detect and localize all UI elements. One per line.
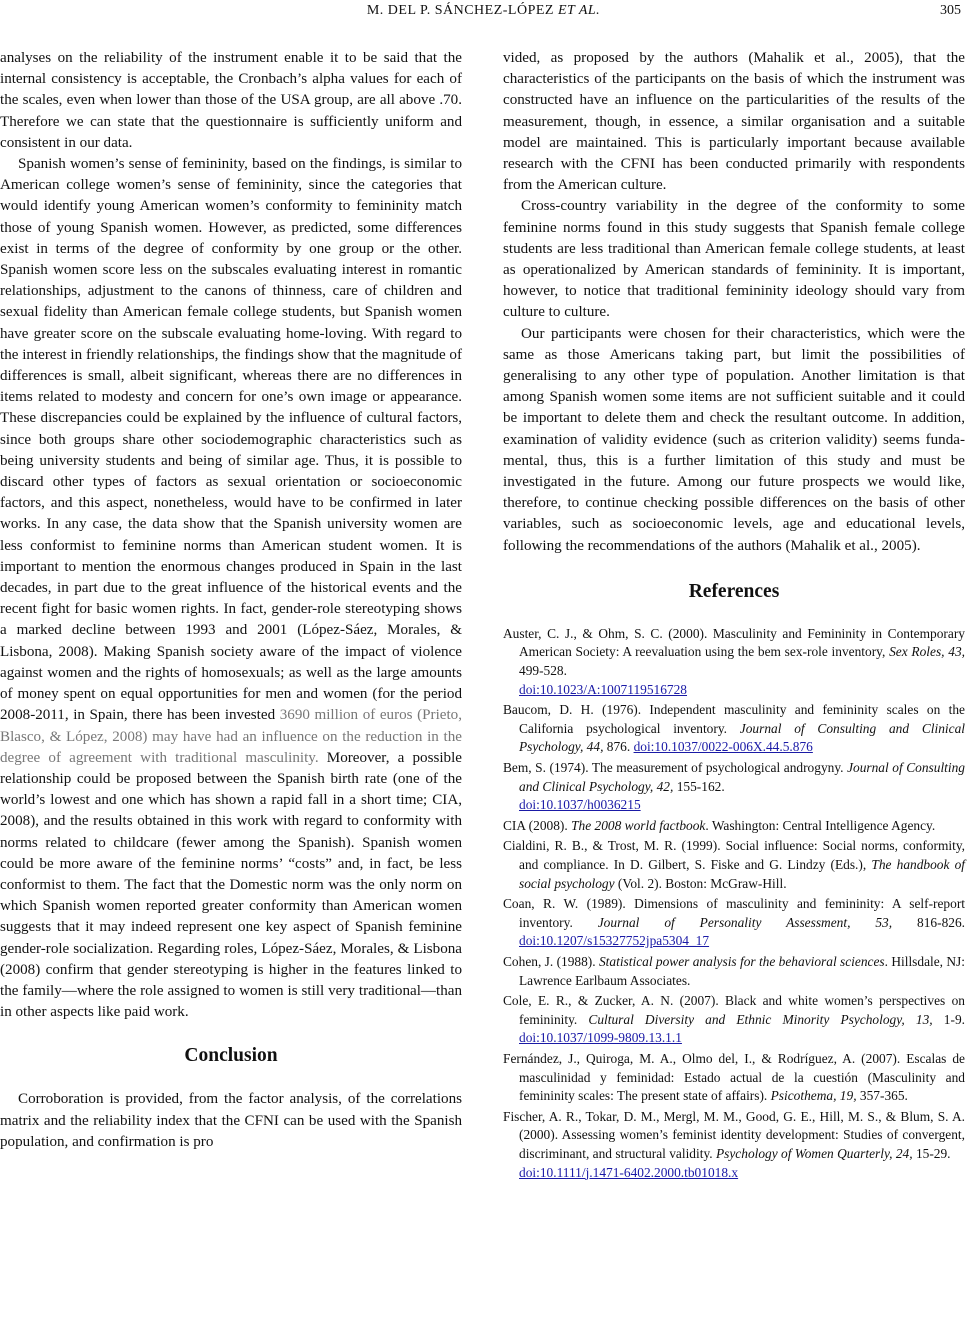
paragraph: Our participants were chosen for their characteristics, which were the same as those Americans taking part, but limit the possibilities of generalising to any other type of population. Another limitation is that among Spanish women some items are not sufficient suitable and it could be important to delete them and check the resultant outcome. In addition, examination of validity evidence (such as criterion validity) seems fundamental, thus, this is a further limitation of this study and must be investigated in the future. Among our future prospects we would like, therefore, to continue checking possible differences on the basis of other variables, such as socioeconomic levels, age and educational levels, following the recommendations of the authors (Mahalik et al., 2005).: [503, 325, 965, 554]
reference-item: Fischer, A. R., Tokar, D. M., Mergl, M. M., Good, G. E., Hill, M. S., & Blum, S. A. (2000). Assessing women’s feminist identity development: Studies of convergent, discriminant, and structural validity. Psychology of Women Quarterly, 24, 15-29. doi:10.1111/j.1471-6402.2000.tb01018.x: [503, 1108, 965, 1180]
et-al: ET AL.: [557, 3, 601, 18]
page-number: 305: [940, 3, 961, 18]
doi-link[interactable]: doi:10.1037/1099-9809.13.1.1: [519, 1030, 682, 1046]
reference-item: Baucom, D. H. (1976). Independent masculinity and femininity scales on the California psychological inventory. Journal of Consulting and Clinical Psychology, 44, 876. doi:10.1037/0022-006X.44.5.876: [503, 702, 965, 755]
paragraph: Corroboration is provided, from the factor analysis, of the correlations matrix and the reliability index that the CFNI can be used with the Spanish population, and confirmation is pro: [0, 1091, 462, 1150]
conclusion-heading: Conclusion: [184, 1045, 278, 1067]
reference-item: Cole, E. R., & Zucker, A. N. (2007). Black and white women’s perspectives on femininity. Cultural Diversity and Ethnic Minority Psychology, 13, 1-9. doi:10.1037/1099-9809.13.1.1: [503, 993, 966, 1046]
running-head-author: [0, 3, 967, 19]
reference-item: Fernández, J., Quiroga, M. A., Olmo del, I., & Rodríguez, A. (2007). Escalas de masculinidad y feminidad: Estado actual de la cuestión (Masculinity and femininity scales: The present state of affairs). Psicothema, 19, 357-365.: [503, 1050, 965, 1104]
reference-item: Cialdini, R. B., & Trost, M. R. (1999). Social influence: Social norms, conformity, and compliance. In D. Gilbert, S. Fiske and G. Lindzy (Eds.), The handbook of social psychology (Vol. 2). Boston: McGraw-Hill.: [503, 838, 966, 891]
reference-item: Cohen, J. (1988). Statistical power analysis for the behavioral sciences. Hillsdale, NJ: Lawrence Earlbaum Associates.: [503, 953, 965, 988]
author-name: M. DEL P. SÁNCHEZ-LÓPEZ: [366, 3, 554, 18]
paragraph: Cross-country variability in the degree of the conformity to some feminine norms found in this study suggests that Spanish female college students are less traditional than American female college students, at least as operationalized by American standards of femininity. It is important, however, to notice that traditional femininity ideology should vary from culture to culture.: [503, 198, 965, 321]
running-header: [0, 0, 967, 28]
paragraph: analyses on the reliability of the instrument enable it to be said that the internal consistency is acceptable, the Cronbach’s alpha values for each of the scales, even when lower than those of the USA group, are all above .70. Therefore we can state that the questionnaire is sufficiently uniform and consistent in our data.: [0, 50, 462, 151]
reference-item: Coan, R. W. (1989). Dimensions of masculinity and femininity: A self-report inventory. Journal of Personality Assessment, 53, 816-826. doi:10.1207/s15327752jpa5304_17: [503, 896, 965, 949]
reference-item: Bem, S. (1974). The measurement of psychological androgyny. Journal of Consulting and Clinical Psychology, 42, 155-162. doi:10.1037/h0036215: [503, 760, 965, 813]
references-heading: References: [688, 580, 780, 602]
doi-link[interactable]: doi:10.1111/j.1471-6402.2000.tb01018.x: [519, 1164, 739, 1180]
reference-item: CIA (2008). The 2008 world factbook. Washington: Central Intelligence Agency.: [503, 817, 936, 833]
doi-link[interactable]: doi:10.1207/s15327752jpa5304_17: [519, 933, 710, 949]
doi-link[interactable]: doi:10.1023/A:1007119516728: [519, 681, 688, 697]
right-column: [503, 48, 965, 1184]
paragraph-text: Moreover, a possible relationship could be proposed between the Spanish birth rate (one of the world’s lowest and one which has shown a rapid fall in a short time; CIA, 2008), and the results obtained in this work with regard to conformity with norms related to childcare (fewer among the Spanish). Spanish women could be more aware of the feminine norms’ “costs” and, in fact, be less conformist to them. The fact that the Domestic norm was the only norm on which Spanish women reported greater conformity than American women suggests that it may indeed represent one key aspect of Spanish feminine gender-role socialization. Regarding roles, López-Sáez, Morales, & Lisbona (2008) confirm that gender stereotyping is higher in the features linked to the family—where the role assigned to women is still very traditional—than in other aspects like paid work.: [0, 749, 462, 1021]
left-column: [0, 48, 462, 1153]
doi-link[interactable]: doi:10.1037/h0036215: [519, 797, 641, 813]
doi-link[interactable]: doi:10.1037/0022-006X.44.5.876: [633, 739, 813, 755]
paragraph: vided, as proposed by the authors (Mahalik et al., 2005), that the characteristics of the participants on the basis of which the instrument was constructed have an influence on the particularities of the results of the measurement, though, in essence, a similar organisation and a suitable model are maintained. This is particularly important because available research with the CFNI has been conducted primarily with respondents from the American culture.: [503, 50, 965, 194]
paragraph-text: Spanish women’s sense of femininity, based on the findings, is similar to American college women’s sense of femininity, since the categories that would identify young American women’s conformity to femininity match those of young Spanish women. However, as predicted, some differences exist in terms of the degree of conformity by one group or the other. Spanish women score less on the subscales evaluating interest in romantic relationships, adjustment to the canons of thinness, care of children and sexual fidelity than American female college students, but Spanish women have greater score on the subscale evaluating home-loving. With regard to the interest in friendly relationships, the findings show that the magnitude of differences is small, albeit significant, whereas there are no differences in items related to modesty and concern for one’s own image or appearance. These discrepancies could be explained by the influence of cultural factors, since both groups share other sociodemographic characteristics such as being university students and being of similar age. Thus, it is possible to discard other types of factors as sexual orientation or socioeconomic factors, and this aspect, nonetheless, would have to be confirmed in later works. In any case, the data show that the Spanish university women are less conformist to feminine norms than American student women. It is important to mention the enormous changes produced in Spain in the last decades, in part due to the great influence of the historical events and the recent fight for basic women rights. In fact, gender-role stereotyping shows a marked decline between 1993 and 2001 (López-Sáez, Morales, & Lisbona, 2008). Making Spanish society aware of the impact of violence against women and the rights of homosexuals; as well as the large amounts of money spent on equal opportunities for men and women (for the period 2008-2011, in Spain, there has been invested: [0, 156, 462, 724]
paragraph-gray-text: 3690 million of euros (Prieto, Blasco, & López, 2008) may have had an influence on the reduction in the degree of agreement with traditional masculinity.: [0, 707, 462, 766]
reference-list: [503, 625, 965, 1182]
paragraph: [0, 154, 462, 1023]
reference-item: Auster, C. J., & Ohm, S. C. (2000). Masculinity and Femininity in Contemporary American Society: A reevaluation using the bem sex-role inventory, Sex Roles, 43, 499-528. doi:10.1023/A:1007119516728: [503, 625, 966, 697]
